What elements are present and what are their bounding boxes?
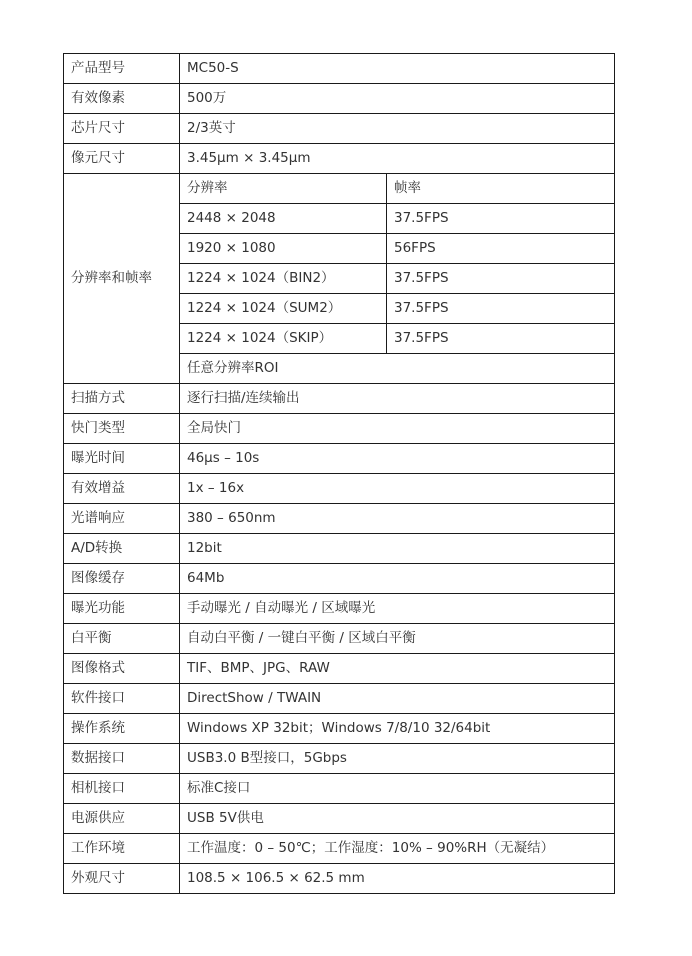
spec-value: USB3.0 B型接口，5Gbps <box>180 744 615 774</box>
resolution-note: 任意分辨率ROI <box>180 354 615 384</box>
resolution-value: 1920 × 1080 <box>180 234 387 264</box>
spec-row <box>64 414 615 444</box>
resolution-value: 2448 × 2048 <box>180 204 387 234</box>
resolution-header-row <box>64 174 615 204</box>
spec-label: 曝光时间 <box>64 444 180 474</box>
spec-table-body <box>64 54 615 894</box>
spec-row <box>64 114 615 144</box>
spec-value: 自动白平衡 / 一键白平衡 / 区域白平衡 <box>180 624 615 654</box>
spec-row <box>64 864 615 894</box>
spec-row <box>64 714 615 744</box>
spec-label: 图像缓存 <box>64 564 180 594</box>
spec-row <box>64 144 615 174</box>
spec-label: 光谱响应 <box>64 504 180 534</box>
spec-label: 软件接口 <box>64 684 180 714</box>
spec-label: 像元尺寸 <box>64 144 180 174</box>
spec-label: A/D转换 <box>64 534 180 564</box>
spec-value: 500万 <box>180 84 615 114</box>
spec-value: MC50-S <box>180 54 615 84</box>
spec-row <box>64 444 615 474</box>
fps-value: 37.5FPS <box>387 324 615 354</box>
spec-value: 64Mb <box>180 564 615 594</box>
spec-value: DirectShow / TWAIN <box>180 684 615 714</box>
spec-row <box>64 834 615 864</box>
spec-label: 有效增益 <box>64 474 180 504</box>
spec-label: 有效像素 <box>64 84 180 114</box>
spec-value: 标准C接口 <box>180 774 615 804</box>
spec-value: 逐行扫描/连续输出 <box>180 384 615 414</box>
spec-table <box>63 53 615 894</box>
spec-value: 380 – 650nm <box>180 504 615 534</box>
spec-label: 电源供应 <box>64 804 180 834</box>
spec-label: 曝光功能 <box>64 594 180 624</box>
spec-row <box>64 684 615 714</box>
spec-value: 3.45μm × 3.45μm <box>180 144 615 174</box>
spec-row <box>64 564 615 594</box>
spec-row <box>64 474 615 504</box>
spec-value: 工作温度：0 – 50℃；工作湿度：10% – 90%RH（无凝结） <box>180 834 615 864</box>
spec-row <box>64 804 615 834</box>
resolution-value: 1224 × 1024（BIN2） <box>180 264 387 294</box>
spec-label: 产品型号 <box>64 54 180 84</box>
fps-value: 37.5FPS <box>387 264 615 294</box>
spec-value: 46μs – 10s <box>180 444 615 474</box>
spec-value: 1x – 16x <box>180 474 615 504</box>
spec-value: TIF、BMP、JPG、RAW <box>180 654 615 684</box>
resolution-label: 分辨率和帧率 <box>64 174 180 384</box>
spec-row <box>64 534 615 564</box>
fps-value: 37.5FPS <box>387 294 615 324</box>
spec-label: 工作环境 <box>64 834 180 864</box>
spec-value: 12bit <box>180 534 615 564</box>
spec-row <box>64 384 615 414</box>
spec-label: 操作系统 <box>64 714 180 744</box>
spec-value: USB 5V供电 <box>180 804 615 834</box>
fps-value: 56FPS <box>387 234 615 264</box>
spec-value: 2/3英寸 <box>180 114 615 144</box>
spec-label: 快门类型 <box>64 414 180 444</box>
spec-label: 图像格式 <box>64 654 180 684</box>
spec-value: 全局快门 <box>180 414 615 444</box>
spec-row <box>64 84 615 114</box>
spec-value: Windows XP 32bit；Windows 7/8/10 32/64bit <box>180 714 615 744</box>
resolution-value: 1224 × 1024（SUM2） <box>180 294 387 324</box>
spec-value: 108.5 × 106.5 × 62.5 mm <box>180 864 615 894</box>
spec-row <box>64 54 615 84</box>
resolution-value: 1224 × 1024（SKIP） <box>180 324 387 354</box>
spec-label: 白平衡 <box>64 624 180 654</box>
spec-label: 芯片尺寸 <box>64 114 180 144</box>
spec-row <box>64 744 615 774</box>
fps-value: 37.5FPS <box>387 204 615 234</box>
spec-label: 相机接口 <box>64 774 180 804</box>
spec-row <box>64 624 615 654</box>
spec-label: 外观尺寸 <box>64 864 180 894</box>
spec-label: 数据接口 <box>64 744 180 774</box>
spec-row <box>64 774 615 804</box>
spec-label: 扫描方式 <box>64 384 180 414</box>
spec-row <box>64 594 615 624</box>
spec-value: 手动曝光 / 自动曝光 / 区域曝光 <box>180 594 615 624</box>
spec-row <box>64 504 615 534</box>
spec-row <box>64 654 615 684</box>
resolution-column-header: 分辨率 <box>180 174 387 204</box>
fps-column-header: 帧率 <box>387 174 615 204</box>
